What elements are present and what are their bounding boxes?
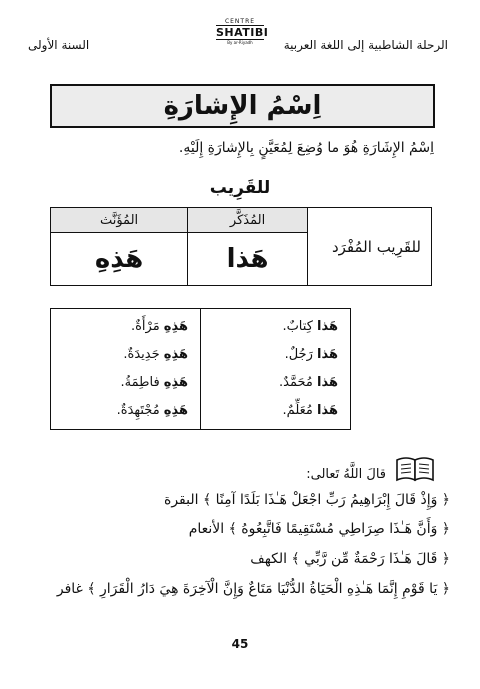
example-noun: مُعَلِّمٌ. bbox=[282, 403, 318, 418]
open-book-icon bbox=[395, 455, 435, 483]
example-demonstrative: هَذا bbox=[317, 319, 338, 334]
header-year-label: السنة الأولى bbox=[28, 38, 90, 52]
example-demonstrative: هَذِهِ bbox=[163, 347, 188, 362]
example-line bbox=[207, 369, 338, 397]
header-book-title: الرحلة الشاطبية إلى اللغة العربية bbox=[283, 38, 448, 52]
example-demonstrative: هَذِهِ bbox=[163, 403, 188, 418]
example-line bbox=[207, 313, 338, 341]
near-singular-table bbox=[50, 207, 432, 286]
example-noun: مُحَمَّدٌ. bbox=[279, 375, 318, 390]
example-demonstrative: هَذا bbox=[317, 347, 338, 362]
masculine-examples-cell bbox=[201, 309, 351, 430]
verse-text: ﴿ قَالَ هَـٰذَا رَحْمَةٌ مِّن رَّبِّي ﴾ bbox=[291, 551, 450, 567]
near-section-title: للقَرِيب bbox=[209, 178, 271, 198]
examples-table bbox=[50, 308, 351, 430]
masculine-demonstrative: هَذا bbox=[188, 233, 308, 286]
example-line bbox=[57, 397, 188, 425]
centre-shatibi-logo bbox=[216, 18, 269, 45]
surah-name: الكهف bbox=[250, 551, 288, 567]
example-line bbox=[207, 341, 338, 369]
verse-line bbox=[20, 578, 450, 600]
lesson-title: اِسْمُ الإِشارَةِ bbox=[50, 84, 435, 128]
example-demonstrative: هَذِهِ bbox=[163, 319, 188, 334]
example-noun: مُجْتَهِدَةٌ. bbox=[116, 403, 164, 418]
example-noun: كِتابٌ. bbox=[282, 319, 318, 334]
logo-line-1: CENTRE bbox=[224, 18, 256, 25]
verse-line bbox=[20, 489, 450, 511]
logo-line-3: By ar-Riyadh bbox=[227, 40, 253, 45]
feminine-demonstrative: هَذِهِ bbox=[51, 233, 188, 286]
verse-line bbox=[20, 518, 450, 540]
verse-text: ﴿ يَا قَوْمِ إِنَّمَا هَـٰذِهِ الْحَيَاةُ الدُّنْيَا مَتَاعٌ وَإِنَّ الْآخِرَةَ هِيَ دَارُ الْقَرَارِ ﴾ bbox=[87, 581, 450, 597]
logo-line-2: SHATIBI bbox=[216, 26, 269, 39]
surah-name: البقرة bbox=[164, 492, 199, 508]
row-header-near-singular: للقَرِيب المُفْرَد bbox=[308, 208, 432, 286]
example-line bbox=[57, 313, 188, 341]
page-number: 45 bbox=[231, 637, 249, 651]
surah-name: الأنعام bbox=[188, 521, 225, 537]
example-demonstrative: هَذا bbox=[317, 375, 338, 390]
masculine-header: المُذَكَّر bbox=[188, 208, 308, 233]
example-line bbox=[57, 341, 188, 369]
example-noun: جَدِيدَةٌ. bbox=[123, 347, 164, 362]
verse-text: ﴿ وَأَنَّ هَـٰذَا صِرَاطِي مُسْتَقِيمًا فَاتَّبِعُوهُ ﴾ bbox=[228, 521, 450, 537]
example-demonstrative: هَذِهِ bbox=[163, 375, 188, 390]
quran-intro: قالَ اللَّهُ تَعالى: bbox=[306, 467, 386, 482]
verse-line bbox=[20, 548, 450, 570]
verse-text: ﴿ وَإِذْ قَالَ إِبْرَاهِيمُ رَبِّ اجْعَلْ هَـٰذَا بَلَدًا آمِنًا ﴾ bbox=[202, 492, 450, 508]
surah-name: غافر bbox=[56, 581, 83, 597]
example-line bbox=[57, 369, 188, 397]
feminine-examples-cell bbox=[51, 309, 201, 430]
example-noun: رَجُلٌ. bbox=[284, 347, 318, 362]
example-line bbox=[207, 397, 338, 425]
example-demonstrative: هَذا bbox=[317, 403, 338, 418]
example-noun: مَرْأَةٌ. bbox=[130, 319, 164, 334]
definition-text: اِسْمُ الإِشَارَةِ هُوَ ما وُضِعَ لِمُعَيَّنٍ بِالإِشارَةِ إِلَيْهِ. bbox=[178, 140, 434, 156]
feminine-header: المُؤَنَّث bbox=[51, 208, 188, 233]
example-noun: فاطِمَةُ. bbox=[120, 375, 164, 390]
